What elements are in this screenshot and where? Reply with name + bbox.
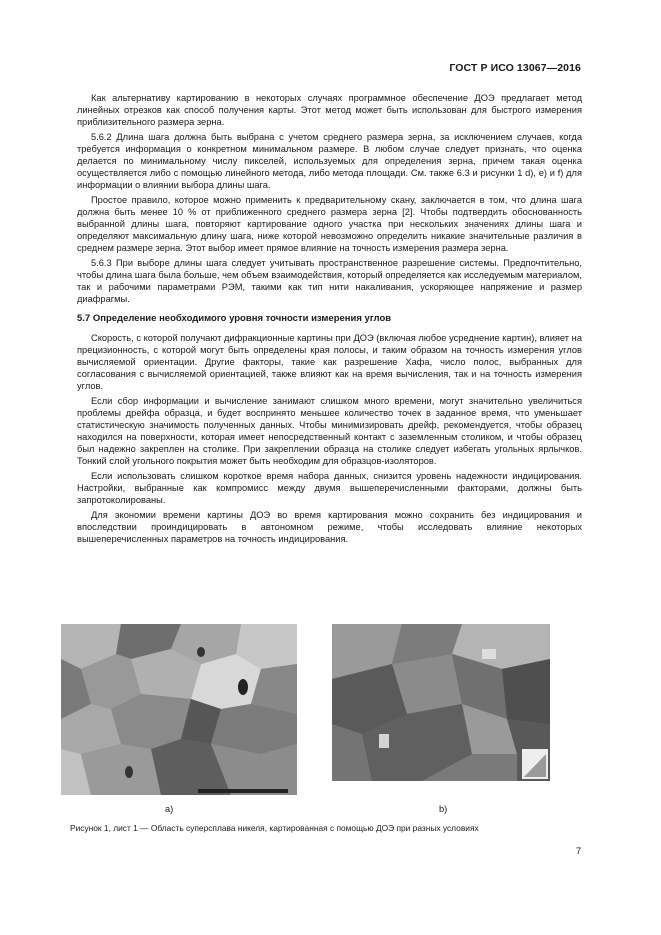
section-heading: 5.7 Определение необходимого уровня точности измерения углов [77,313,392,324]
paragraph: Как альтернативу картированию в некоторых случаях программное обеспечение ДОЭ предлагает метод линейных отрезков как способ получения карты. Этот метод может быть использован для быстрого измерения приблизительного размера зерна. [77,93,582,127]
document-header: ГОСТ Р ИСО 13067—2016 [449,62,581,74]
paragraph: Если использовать слишком короткое время набора данных, снизится уровень надежности индицирования. Настройки, выбранные как компромисс между двумя вышеперечисленными факторами, должны быть запротоколированы. [77,471,582,505]
main-text [77,92,582,548]
figure [61,624,601,824]
paragraph: Для экономии времени картины ДОЭ во время картирования можно сохранить без индицирования и впоследствии проиндицировать в автономном режиме, чтобы исследовать влияние некоторых вышеперечисленных параметров на точность индицирования. [77,510,582,544]
ebsd-map-image-b [332,624,550,781]
paragraph: 5.6.2 Длина шага должна быть выбрана с учетом среднего размера зерна, за исключением случаев, когда требуется информация о конкретном минимальном размере. В любом случае следует признать, что оценка делается по минимальному числу пикселей, используемых для определения зерна, причем такая оценка осуществляется либо с помощью линейного метода, либо метода площади. См. также 6.3 и рисунки 1 d), e) и f) для информации о влиянии выбора длины шага. [77,132,582,190]
paragraph: 5.6.3 При выборе длины шага следует учитывать пространственное разрешение системы. Предпочтительно, чтобы длина шага была больше, чем объем взаимодействия, который определяется как исследуемым материалом, так и рабочими параметрами РЭМ, такими как тип нити накаливания, ускоряющее напряжение и размер диафрагмы. [77,258,582,304]
paragraph: Простое правило, которое можно применить к предварительному скану, заключается в том, что длина шага должна быть менее 10 % от приближенного среднего размера зерна [2]. Чтобы подтвердить обоснованность выбранной длины шага, повторяют картирование одного участка при нескольких значениях длины шага и определяют максимальную длину шага, ниже которой невозможно определить никакие значительные различия в среднем размере зерна. Этот выбор имеет прямое влияние на точность измерения размера зерна. [77,195,582,253]
figure-label-a: a) [165,804,174,814]
figure-label-b: b) [439,804,448,814]
paragraph: Если сбор информации и вычисление занимают слишком много времени, могут значительно увеличиться проблемы дрейфа образца, и будет воспринято меньшее количество точек в заданное время, что уменьшает статистическую значимость полученных данных. Чтобы минимизировать дрейф, рекомендуется, чтобы образец находился на поверхности, которая имеет непосредственный контакт с заземленным столиком, и чтобы образец был надежно закреплен на столике. При закреплении образца на столике следует избегать угольных ярлычков. Тонкий слой угольного покрытия может быть необходим для образцов-изоляторов. [77,396,582,466]
paragraph: Скорость, с которой получают дифракционные картины при ДОЭ (включая любое усреднение картин), влияет на прецизионность, с которой могут быть определены края полосы, и таким образом на точность измерения углов вычисляемой ориентации. Другие факторы, такие как разрешение Хафа, число полос, выбранных для согласования с вычисляемой ориентацией, также влияют как на время вычисления, так и на точность измерения углов. [77,333,582,391]
ebsd-map-image-a [61,624,297,795]
page-number: 7 [576,846,582,856]
figure-caption: Рисунок 1, лист 1 — Область суперсплава никеля, картированная с помощью ДОЭ при разных условиях [70,823,479,833]
